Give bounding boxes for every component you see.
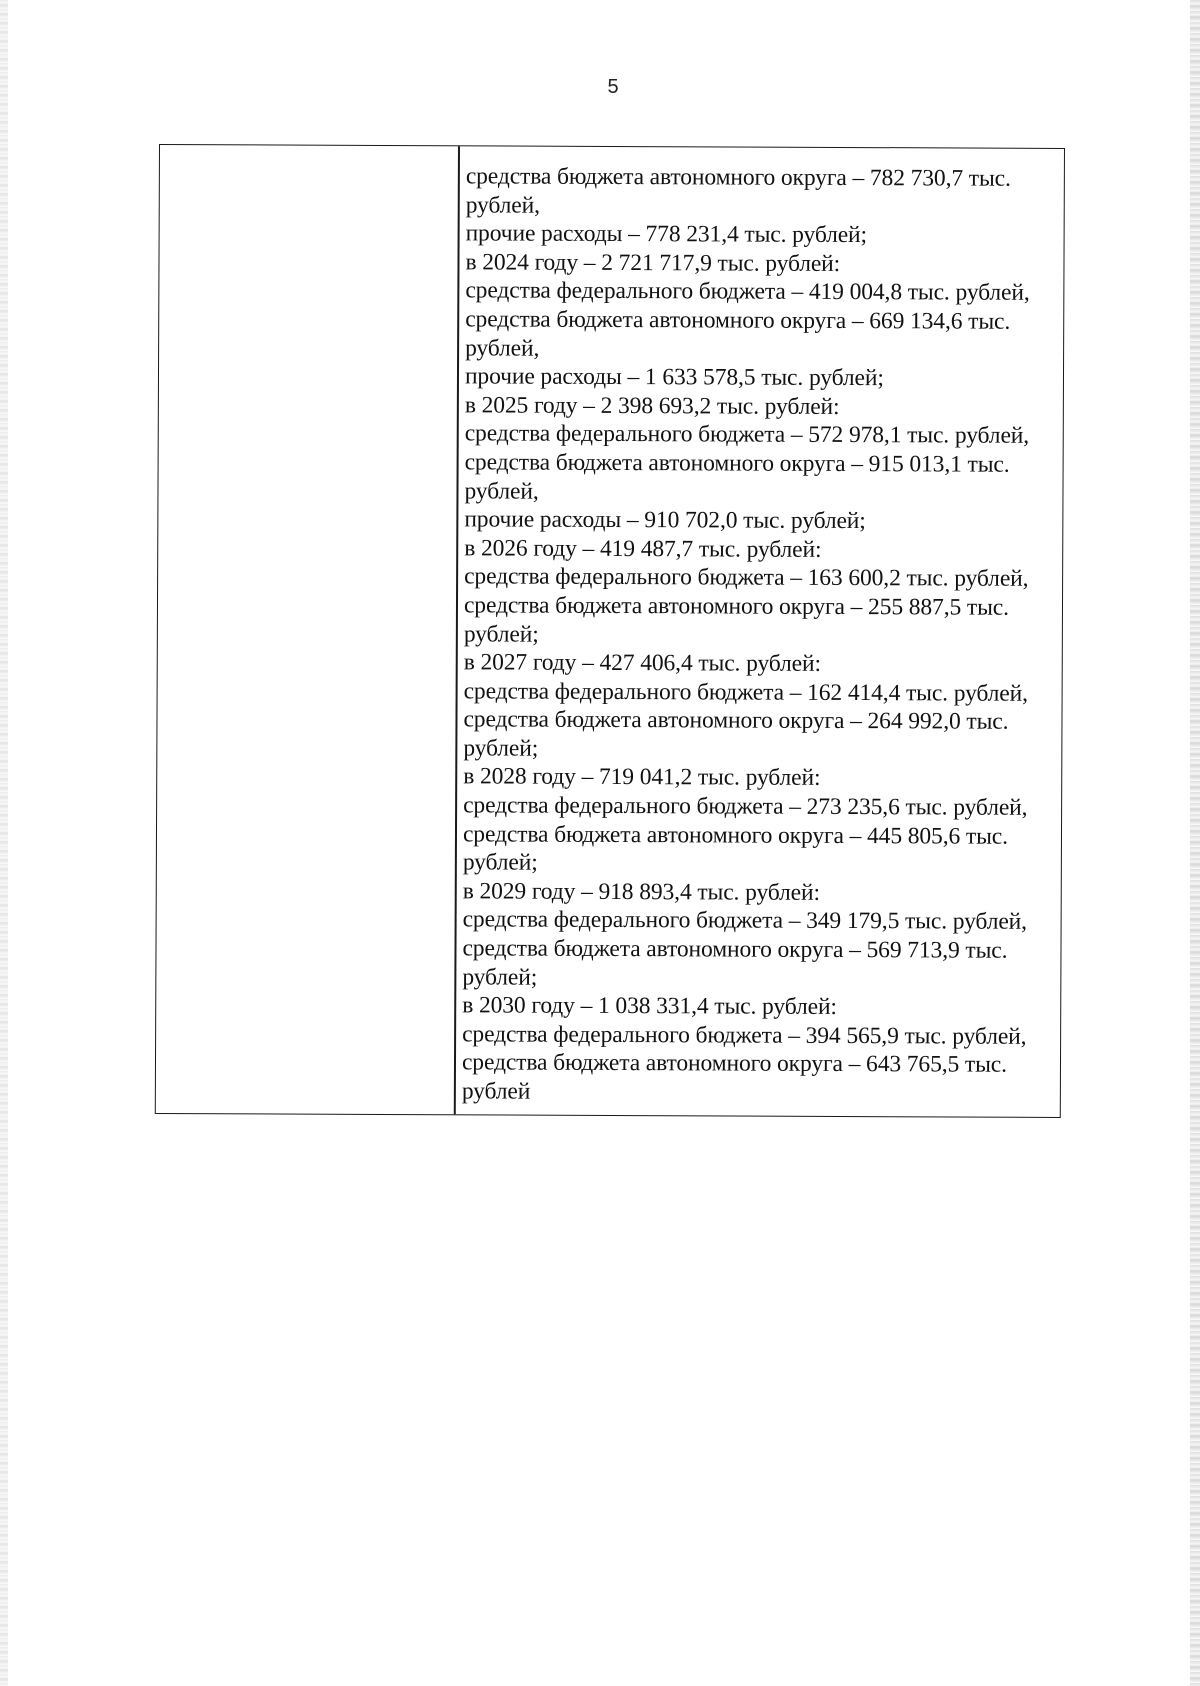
text-line: в 2030 году – 1 038 331,4 тыс. рублей: — [462, 992, 837, 1021]
text-line: в 2025 году – 2 398 693,2 тыс. рублей: — [464, 392, 840, 420]
text-line: прочие расходы – 778 231,4 тыс. рублей; — [465, 220, 868, 249]
text-line: рублей, — [465, 334, 540, 362]
text-line: рублей, — [464, 477, 539, 505]
text-line: средства бюджета автономного округа – 782 730,7 тыс. — [465, 163, 1011, 192]
text-line: в 2028 году – 719 041,2 тыс. рублей: — [463, 763, 821, 792]
text-line: средства бюджета автономного округа – 445 805,6 тыс. — [462, 820, 1008, 850]
text-line: в 2026 году – 419 487,7 тыс. рублей: — [464, 535, 822, 563]
scan-edge-right — [1190, 0, 1200, 1686]
text-line: средства федерального бюджета – 572 978,1 тыс. рублей, — [464, 420, 1030, 450]
text-line: средства бюджета автономного округа – 643 765,5 тыс. — [461, 1049, 1007, 1079]
text-line: средства бюджета автономного округа – 669 134,6 тыс. — [465, 306, 1011, 335]
text-line: рублей — [461, 1078, 531, 1105]
text-line: средства бюджета автономного округа – 915 013,1 тыс. — [464, 449, 1010, 478]
text-line: прочие расходы – 1 633 578,5 тыс. рублей; — [464, 363, 884, 392]
text-line: средства федерального бюджета – 419 004,8 тыс. рублей, — [465, 277, 1030, 307]
page-number: 5 — [607, 76, 619, 98]
text-line: средства федерального бюджета – 394 565,9 тыс. рублей, — [462, 1021, 1027, 1050]
text-line: рублей; — [462, 849, 538, 876]
text-line: прочие расходы – 910 702,0 тыс. рублей; — [464, 506, 866, 535]
text-line: средства федерального бюджета – 273 235,6 тыс. рублей, — [463, 792, 1028, 821]
funding-table — [155, 144, 1065, 1118]
text-line: в 2024 году – 2 721 717,9 тыс. рублей: — [465, 249, 841, 277]
text-line: средства федерального бюджета – 162 414,4 тыс. рублей, — [463, 678, 1028, 707]
text-line: средства бюджета автономного округа – 569 713,9 тыс. — [462, 935, 1008, 964]
table-right-cell — [462, 162, 1060, 1108]
text-line: рублей; — [463, 620, 539, 648]
text-line: в 2027 году – 427 406,4 тыс. рублей: — [463, 649, 822, 677]
text-line: средства федерального бюджета – 349 179,5 тыс. рублей, — [462, 906, 1027, 936]
text-line: рублей, — [465, 191, 540, 219]
scan-edge-left — [0, 0, 8, 1686]
table-left-cell — [156, 145, 458, 1114]
text-line: средства бюджета автономного округа – 255 887,5 тыс. — [463, 592, 1009, 621]
text-line: средства федерального бюджета – 163 600,2 тыс. рублей, — [464, 563, 1029, 593]
text-line: в 2029 году – 918 893,4 тыс. рублей: — [462, 878, 821, 906]
text-line: рублей; — [462, 963, 538, 991]
text-line: средства бюджета автономного округа – 264 992,0 тыс. — [463, 706, 1009, 735]
text-line: рублей; — [463, 735, 539, 762]
